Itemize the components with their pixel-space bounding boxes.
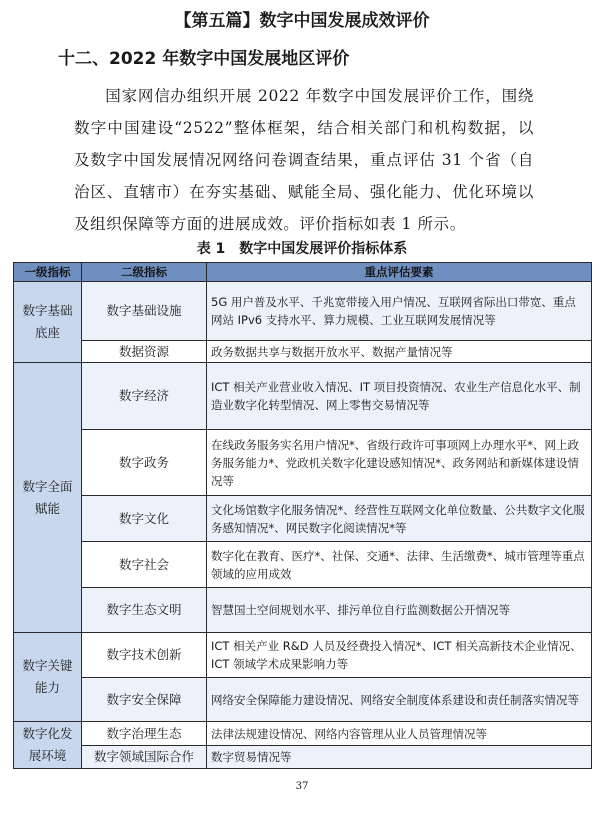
table-row <box>14 496 592 542</box>
level2-cell: 数字文化 <box>82 496 207 542</box>
level2-cell: 数据资源 <box>82 341 207 363</box>
factor-cell: ICT 相关产业营业收入情况、IT 项目投资情况、农业生产信息化水平、制造业数字化转型情况、网上零售交易情况等 <box>207 363 592 430</box>
table-row <box>14 542 592 588</box>
level2-cell: 数字社会 <box>82 542 207 588</box>
intro-paragraph <box>74 80 534 240</box>
factor-cell: 文化场馆数字化服务情况*、经营性互联网文化单位数量、公共数字文化服务感知情况*、网民数字化阅读情况*等 <box>207 496 592 542</box>
factor-cell: 智慧国土空间规划水平、排污单位自行监测数据公开情况等 <box>207 588 592 633</box>
factor-cell: 5G 用户普及水平、千兆宽带接入用户情况、互联网省际出口带宽、重点网站 IPv6 支持水平、算力规模、工业互联网发展情况等 <box>207 282 592 341</box>
level2-cell: 数字领域国际合作 <box>82 746 207 769</box>
indicator-table <box>13 262 592 769</box>
table-row <box>14 722 592 746</box>
level2-cell: 数字技术创新 <box>82 633 207 678</box>
table-caption: 表 1 数字中国发展评价指标体系 <box>196 241 408 257</box>
level1-cell: 数字关键能力 <box>14 633 82 722</box>
factor-cell: 数字化在教育、医疗*、社保、交通*、法律、生活缴费*、城市管理等重点领域的应用成效 <box>207 542 592 588</box>
table-row <box>14 363 592 430</box>
table-row <box>14 341 592 363</box>
header-level2: 二级指标 <box>82 263 207 282</box>
level2-cell: 数字经济 <box>82 363 207 430</box>
section-title: 十二、2022 年数字中国发展地区评价 <box>58 49 350 69</box>
factor-cell: 在线政务服务实名用户情况*、省级行政许可事项网上办理水平*、网上政务服务能力*、党政机关数字化建设感知情况*、政务网站和新媒体建设情况等 <box>207 430 592 496</box>
level1-cell: 数字全面赋能 <box>14 363 82 633</box>
level2-cell: 数字安全保障 <box>82 678 207 722</box>
chapter-title: 【第五篇】数字中国发展成效评价 <box>174 11 430 31</box>
table-row <box>14 282 592 341</box>
page-number: 37 <box>295 781 309 792</box>
header-key-factors: 重点评估要素 <box>207 263 592 282</box>
header-level1: 一级指标 <box>14 263 82 282</box>
intro-text: 国家网信办组织开展 2022 年数字中国发展评价工作，围绕数字中国建设“2522”整体框架，结合相关部门和机构数据，以及数字中国发展情况网络问卷调查结果，重点评估 31 个省（自治区、直辖市）在夯实基础、赋能全局、强化能力、优化环境以及组织保障等方面的进展成效。评价指标如表 1 所示。 <box>74 87 534 233</box>
level1-cell: 数字化发展环境 <box>14 722 82 769</box>
factor-cell: ICT 相关产业 R&D 人员及经费投入情况*、ICT 相关高新技术企业情况、ICT 领域学术成果影响力等 <box>207 633 592 678</box>
table-header-row <box>14 263 592 282</box>
table-row <box>14 678 592 722</box>
level2-cell: 数字政务 <box>82 430 207 496</box>
level2-cell: 数字基础设施 <box>82 282 207 341</box>
factor-cell: 法律法规建设情况、网络内容管理从业人员管理情况等 <box>207 722 592 746</box>
level2-cell: 数字治理生态 <box>82 722 207 746</box>
factor-cell: 政务数据共享与数据开放水平、数据产量情况等 <box>207 341 592 363</box>
factor-cell: 数字贸易情况等 <box>207 746 592 769</box>
table-row <box>14 430 592 496</box>
factor-cell: 网络安全保障能力建设情况、网络安全制度体系建设和责任制落实情况等 <box>207 678 592 722</box>
level1-cell: 数字基础底座 <box>14 282 82 363</box>
table-row <box>14 588 592 633</box>
table-row <box>14 633 592 678</box>
table-row <box>14 746 592 769</box>
level2-cell: 数字生态文明 <box>82 588 207 633</box>
